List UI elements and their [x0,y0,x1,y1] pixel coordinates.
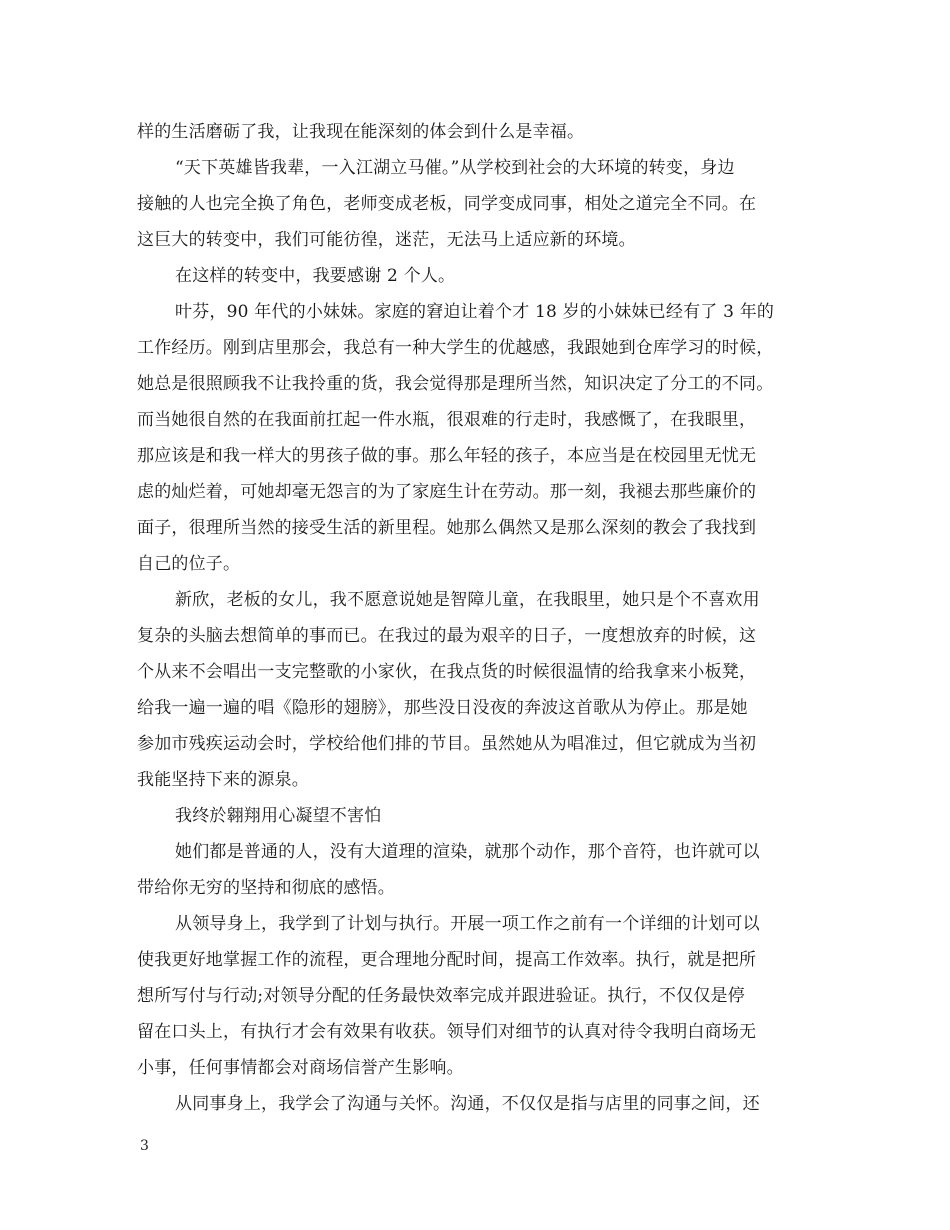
text-line: 我能坚持下来的源泉。 [137,770,309,790]
text-line: 我终於翱翔用心凝望不害怕 [175,806,382,826]
text-line: 从领导身上，我学到了计划与执行。开展一项工作之前有一个详细的计划可以 [175,914,760,934]
text-line: 面子，很理所当然的接受生活的新里程。她那么偶然又是那么深刻的教会了我找到 [137,518,757,538]
text-line: 工作经历。刚到店里那会，我总有一种大学生的优越感，我跟她到仓库学习的时候， [137,338,774,358]
text-line: 她总是很照顾我不让我拎重的货，我会觉得那是理所当然，知识决定了分工的不同。 [137,374,774,394]
text-line: 接触的人也完全换了角色，老师变成老板，同学变成同事，相处之道完全不同。在 [137,194,757,214]
text-line: 留在口头上，有执行才会有效果有收获。领导们对细节的认真对待令我明白商场无 [137,1022,757,1042]
text-line: 这巨大的转变中，我们可能彷徨，迷茫，无法马上适应新的环境。 [137,230,636,250]
text-line: 复杂的头脑去想简单的事而已。在我过的最为艰辛的日子，一度想放弃的时候，这 [137,626,757,646]
text-line: 带给你无穷的坚持和彻底的感悟。 [137,878,395,898]
text-line: 样的生活磨砺了我，让我现在能深刻的体会到什么是幸福。 [137,122,585,142]
text-line: 她们都是普通的人，没有大道理的渲染，就那个动作，那个音符，也许就可以 [175,842,760,862]
text-line: 而当她很自然的在我面前扛起一件水瓶，很艰难的行走时，我感慨了，在我眼里， [137,410,757,430]
text-line: 那应该是和我一样大的男孩子做的事。那么年轻的孩子，本应当是在校园里无忧无 [137,446,757,466]
text-line: 参加市残疾运动会时，学校给他们排的节目。虽然她从为唱准过，但它就成为当初 [137,734,757,754]
text-line: 个从来不会唱出一支完整歌的小家伙，在我点货的时候很温情的给我拿来小板凳， [137,662,757,682]
text-line: 叶芬，90 年代的小妹妹。家庭的窘迫让着个才 18 岁的小妹妹已经有了 3 年的 [175,302,775,322]
text-line: 想所写付与行动;对领导分配的任务最快效率完成并跟进验证。执行，不仅仅是停 [137,986,745,1006]
text-line: 新欣，老板的女儿，我不愿意说她是智障儿童，在我眼里，她只是个不喜欢用 [175,590,760,610]
text-line: 在这样的转变中，我要感谢 2 个人。 [175,266,456,286]
text-line: 给我一遍一遍的唱《隐形的翅膀》，那些没日没夜的奔波这首歌从为停止。那是她 [137,698,748,718]
text-line: “天下英雄皆我辈，一入江湖立马催。”从学校到社会的大环境的转变，身边 [175,158,735,178]
text-line: 小事，任何事情都会对商场信誉产生影响。 [137,1058,464,1078]
text-line: 从同事身上，我学会了沟通与关怀。沟通，不仅仅是指与店里的同事之间，还 [175,1094,760,1114]
text-line: 自己的位子。 [137,554,241,574]
page-number: 3 [140,1138,149,1154]
text-line: 虑的灿烂着，可她却毫无怨言的为了家庭生计在劳动。那一刻，我褪去那些廉价的 [137,482,757,502]
text-line: 使我更好地掌握工作的流程，更合理地分配时间，提高工作效率。执行，就是把所 [137,950,757,970]
